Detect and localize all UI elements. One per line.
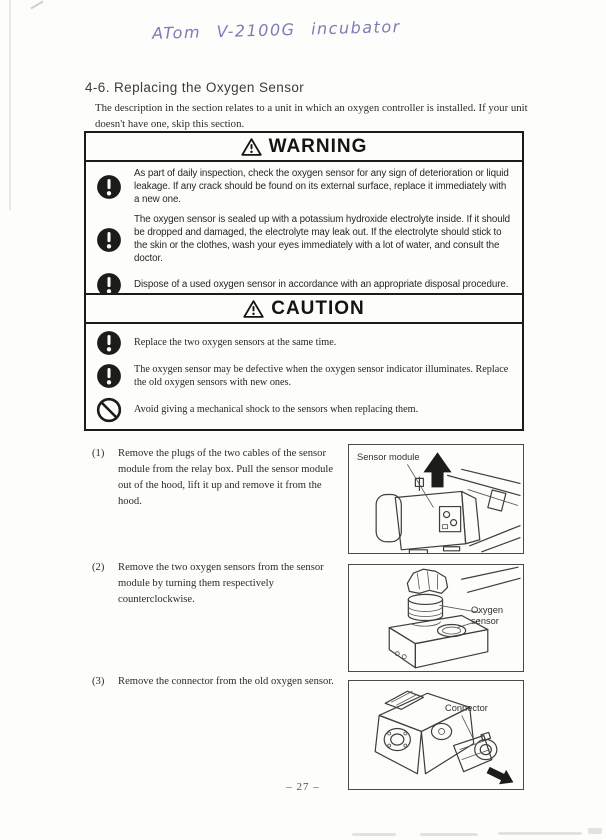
caution-item-text: The oxygen sensor may be defective when the oxygen sensor indicator illuminates. Replace the old oxygen sensors with new ones. [134, 364, 509, 389]
warning-item-text: As part of daily inspection, check the oxygen sensor for any sign of deterioration or liquid leakage. If any crack should be found on its external surface, replace it immediately with a new one. [134, 168, 509, 205]
figure-sensor-module [348, 444, 524, 554]
figure-connector [348, 680, 524, 790]
prohibition-icon [96, 397, 122, 423]
scan-smudge [352, 833, 396, 836]
mandatory-exclamation-icon [96, 174, 122, 200]
mandatory-exclamation-icon [96, 227, 122, 253]
caution-header [86, 295, 522, 324]
warning-items [86, 162, 522, 304]
handwritten-note: ATom V-2100G incubator [151, 16, 401, 43]
warning-item-text: Dispose of a used oxygen sensor in accordance with an appropriate disposal procedure. [134, 278, 509, 290]
warning-triangle-icon [241, 137, 262, 157]
caution-item [96, 363, 514, 390]
caution-title: CAUTION [271, 298, 365, 319]
warning-item [96, 214, 514, 266]
scan-edge-line [9, 0, 11, 210]
warning-box [84, 131, 524, 306]
section-intro: The description in the section relates to a unit in which an oxygen controller is installed. If your unit doesn't have one, skip this section. [95, 102, 528, 131]
step-number: (2) [92, 562, 105, 573]
caution-box [84, 293, 524, 431]
step-3 [92, 674, 340, 690]
warning-item [96, 168, 514, 207]
caution-item [96, 330, 514, 356]
caution-item-text: Avoid giving a mechanical shock to the sensors when replacing them. [134, 403, 419, 415]
connector-drawing [349, 681, 523, 789]
figure-label: Oxygen sensor [471, 605, 504, 626]
step-number: (3) [92, 676, 105, 687]
figure-label: Sensor module [357, 452, 420, 462]
scan-smudge [588, 828, 602, 834]
warning-title: WARNING [268, 136, 368, 157]
warning-header [86, 133, 522, 162]
mandatory-exclamation-icon [96, 330, 122, 356]
step-2 [92, 560, 340, 608]
step-text: Remove the plugs of the two cables of the sensor module from the relay box. Pull the sensor module out of the hood, lift it up and remove it from the hood. [118, 448, 334, 507]
caution-item [96, 397, 514, 423]
scan-smudge [420, 833, 478, 836]
step-text: Remove the two oxygen sensors from the sensor module by turning them respectively counterclockwise. [118, 562, 324, 605]
warning-item-text: The oxygen sensor is sealed up with a potassium hydroxide electrolyte inside. If it should be dropped and damaged, the electrolyte may leak out. If the electrolyte should stick to the skin or the clothes, wash your eyes immediately with a lot of water, and consult the doctor. [134, 213, 511, 264]
step-number: (1) [92, 448, 105, 459]
step-text: Remove the connector from the old oxygen sensor. [118, 676, 334, 687]
caution-items [86, 324, 522, 429]
caution-item-text: Replace the two oxygen sensors at the same time. [134, 337, 337, 349]
figure-label: Connector [445, 703, 488, 713]
caution-triangle-icon [243, 299, 264, 319]
mandatory-exclamation-icon [96, 363, 122, 389]
scan-smudge [498, 832, 582, 835]
figure-oxygen-sensor [348, 564, 524, 672]
step-1 [92, 446, 340, 510]
page-number: – 27 – [286, 781, 320, 793]
scan-mark [30, 1, 43, 10]
section-heading: 4-6. Replacing the Oxygen Sensor [85, 80, 305, 95]
